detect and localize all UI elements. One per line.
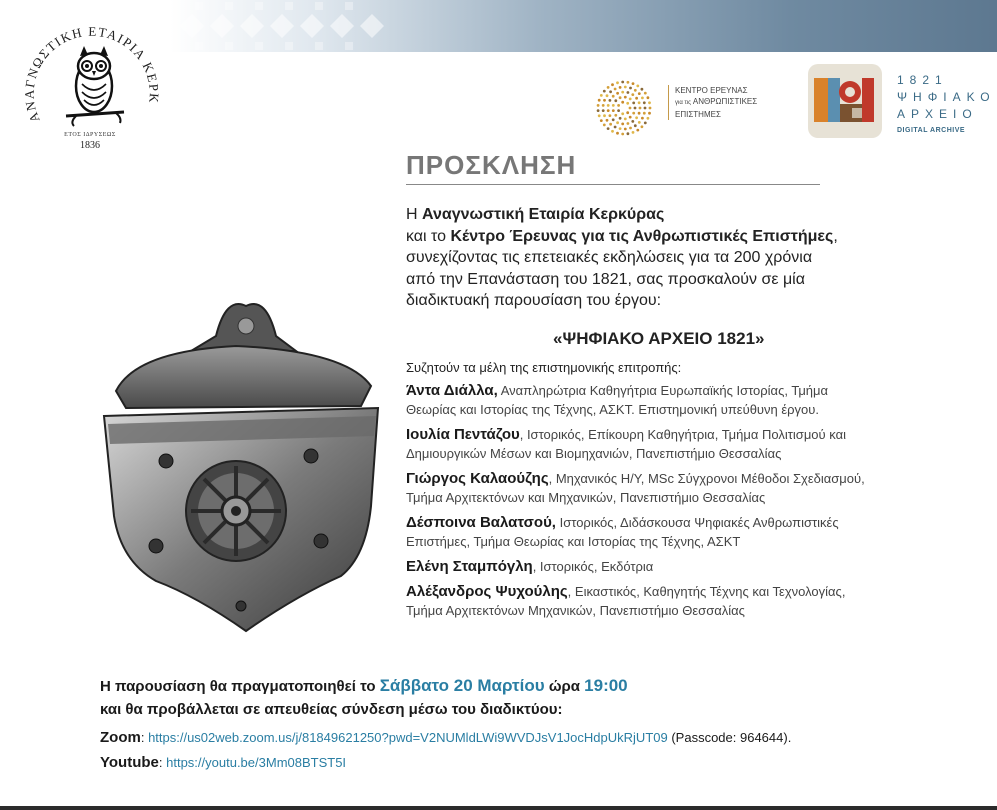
member-role-cont: Τμήμα Αρχιτεκτόνων και Μηχανικών, Πανεπιστήμιο Θεσσαλίας bbox=[406, 490, 766, 505]
zoom-passcode: (Passcode: 964644). bbox=[671, 730, 792, 745]
member-role-cont: Επιστήμες, Τμήμα Θεωρίας και Ιστορίας της Τέχνης, ΑΣΚΤ bbox=[406, 534, 741, 549]
title-divider bbox=[406, 184, 820, 185]
member-name: Δέσποινα Βαλατσού, bbox=[406, 514, 556, 531]
member-role-cont: Τμήμα Αρχιτεκτόνων Μηχανικών, Πανεπιστήμιο Θεσσαλίας bbox=[406, 603, 745, 618]
bottom-divider bbox=[0, 806, 997, 810]
owl-icon bbox=[66, 46, 124, 126]
member-name: Αλέξανδρος Ψυχούλης bbox=[406, 583, 568, 600]
event-intro: Η παρουσίαση θα πραγματοποιηθεί το bbox=[100, 678, 376, 695]
list-item bbox=[406, 557, 966, 576]
member-role: , Ιστορικός, Εκδότρια bbox=[532, 559, 654, 574]
founded-label: ΕΤΟΣ ΙΔΡΥΣΕΩΣ bbox=[64, 132, 116, 138]
zoom-link[interactable]: https://us02web.zoom.us/j/81849621250?pwd=V2NUMldLWi9WVDJsV1JocHdpUkRjUT09 bbox=[148, 730, 668, 745]
kee-line2-small: για τις bbox=[675, 100, 692, 106]
member-name: Ιουλία Πεντάζου bbox=[406, 426, 520, 443]
digital-archive-badge bbox=[808, 64, 882, 138]
member-role-cont: Δημιουργικών Μέσων και Βιομηχανιών, Πανεπιστήμιο Θεσσαλίας bbox=[406, 446, 782, 461]
member-role: , Ιστορικός, Επίκουρη Καθηγήτρια, Τμήμα Πολιτισμού και bbox=[519, 427, 847, 442]
da-line2: ΨΗΦΙΑΚΟ bbox=[897, 90, 996, 104]
event-details: Η παρουσίαση θα πραγματοποιηθεί το Σάββατο 20 Μαρτίου ώρα 19:00 και θα προβάλλεται σε απευθείας σύνδεση μέσω του διαδικτύου: Zoom: https://us02web.zoom.us/j/81849621250?pwd=V2NUMldLWi9WVDJsV1JocHdpUkRjUT09 (Passcode: 964644). Youtube: https://youtu.be/3Mm08BTST5I bbox=[100, 674, 980, 771]
pattern-ornament bbox=[170, 0, 430, 52]
intro-line4: από την Επανάσταση του 1821, σας προσκαλούν σε μία bbox=[406, 270, 805, 288]
list-item bbox=[406, 469, 966, 507]
member-role-cont: Θεωρίας και Ιστορίας της Τέχνης, ΑΣΚΤ. Επιστημονική υπεύθυνη έργου. bbox=[406, 402, 820, 417]
broadcast-note: και θα προβάλλεται σε απευθείας σύνδεση μέσω του διαδικτύου: bbox=[100, 701, 563, 718]
zoom-label: Zoom bbox=[100, 729, 141, 746]
intro-text: Η bbox=[406, 206, 422, 223]
intro-text: , bbox=[833, 227, 838, 245]
member-name: Άντα Διάλλα, bbox=[406, 382, 498, 399]
intro-paragraph bbox=[406, 204, 946, 312]
committee-list bbox=[406, 381, 966, 626]
seal-arc-text: ΑΝΑΓΝΩΣΤΙΚΗ ΕΤΑΙΡΙΑ ΚΕΡΚ bbox=[21, 23, 162, 125]
page-title: ΠΡΟΣΚΛΗΣΗ bbox=[406, 150, 577, 180]
youtube-label: Youtube bbox=[100, 754, 159, 771]
list-item bbox=[406, 381, 966, 419]
member-role: Ιστορικός, Διδάσκουσα Ψηφιακές Ανθρωπιστικές bbox=[559, 515, 839, 530]
intro-line3: συνεχίζοντας τις επετειακές εκδηλώσεις για τα 200 χρόνια bbox=[406, 249, 813, 266]
da-line3: ΑΡΧΕΙΟ bbox=[897, 107, 978, 121]
intro-line5: διαδικτυακή παρουσίαση του έργου: bbox=[406, 292, 662, 309]
list-item bbox=[406, 513, 966, 551]
decorative-top-band bbox=[170, 0, 997, 52]
kee-logo-text bbox=[668, 85, 757, 120]
member-role: , Μηχανικός Η/Υ, MSc Σύγχρονοι Μέθοδοι Σχεδιασμού, bbox=[548, 471, 865, 486]
event-time-label: ώρα bbox=[548, 678, 580, 695]
kee-dots-logo-icon bbox=[594, 78, 654, 138]
da-line4: DIGITAL ARCHIVE bbox=[897, 127, 966, 134]
member-name: Γιώργος Καλαούζης bbox=[406, 470, 549, 487]
kee-name: Κέντρο Έρευνας για τις Ανθρωπιστικές Επιστήμες bbox=[450, 227, 834, 245]
list-item bbox=[406, 582, 966, 620]
intro-text: και το bbox=[406, 227, 451, 245]
member-name: Ελένη Σταμπόγλη bbox=[406, 558, 533, 575]
member-role: Αναπληρώτρια Καθηγήτρια Ευρωπαϊκής Ιστορίας, Τμήμα bbox=[500, 383, 829, 398]
artifact-image bbox=[96, 296, 386, 646]
project-title: «ΨΗΦΙΑΚΟ ΑΡΧΕΙΟ 1821» bbox=[553, 329, 765, 348]
kee-line3: ΕΠΙΣΤΗΜΕΣ bbox=[675, 110, 721, 119]
panel-intro: Συζητούν τα μέλη της επιστημονικής επιτροπής: bbox=[406, 360, 682, 375]
kee-line1: ΚΕΝΤΡΟ ΕΡΕΥΝΑΣ bbox=[675, 86, 748, 95]
event-date: Σάββατο 20 Μαρτίου bbox=[379, 676, 545, 695]
da-line1: 1821 bbox=[897, 73, 948, 87]
member-role: , Εικαστικός, Καθηγητής Τέχνης και Τεχνολογίας, bbox=[567, 584, 846, 599]
kee-line2: ΑΝΘΡΩΠΙΣΤΙΚΕΣ bbox=[692, 97, 758, 106]
society-name: Αναγνωστική Εταιρία Κερκύρας bbox=[422, 206, 665, 223]
event-time: 19:00 bbox=[584, 676, 628, 695]
digital-archive-text bbox=[897, 72, 996, 139]
youtube-link[interactable]: https://youtu.be/3Mm08BTST5I bbox=[166, 755, 347, 770]
founded-year: 1836 bbox=[80, 140, 100, 151]
list-item bbox=[406, 425, 966, 463]
